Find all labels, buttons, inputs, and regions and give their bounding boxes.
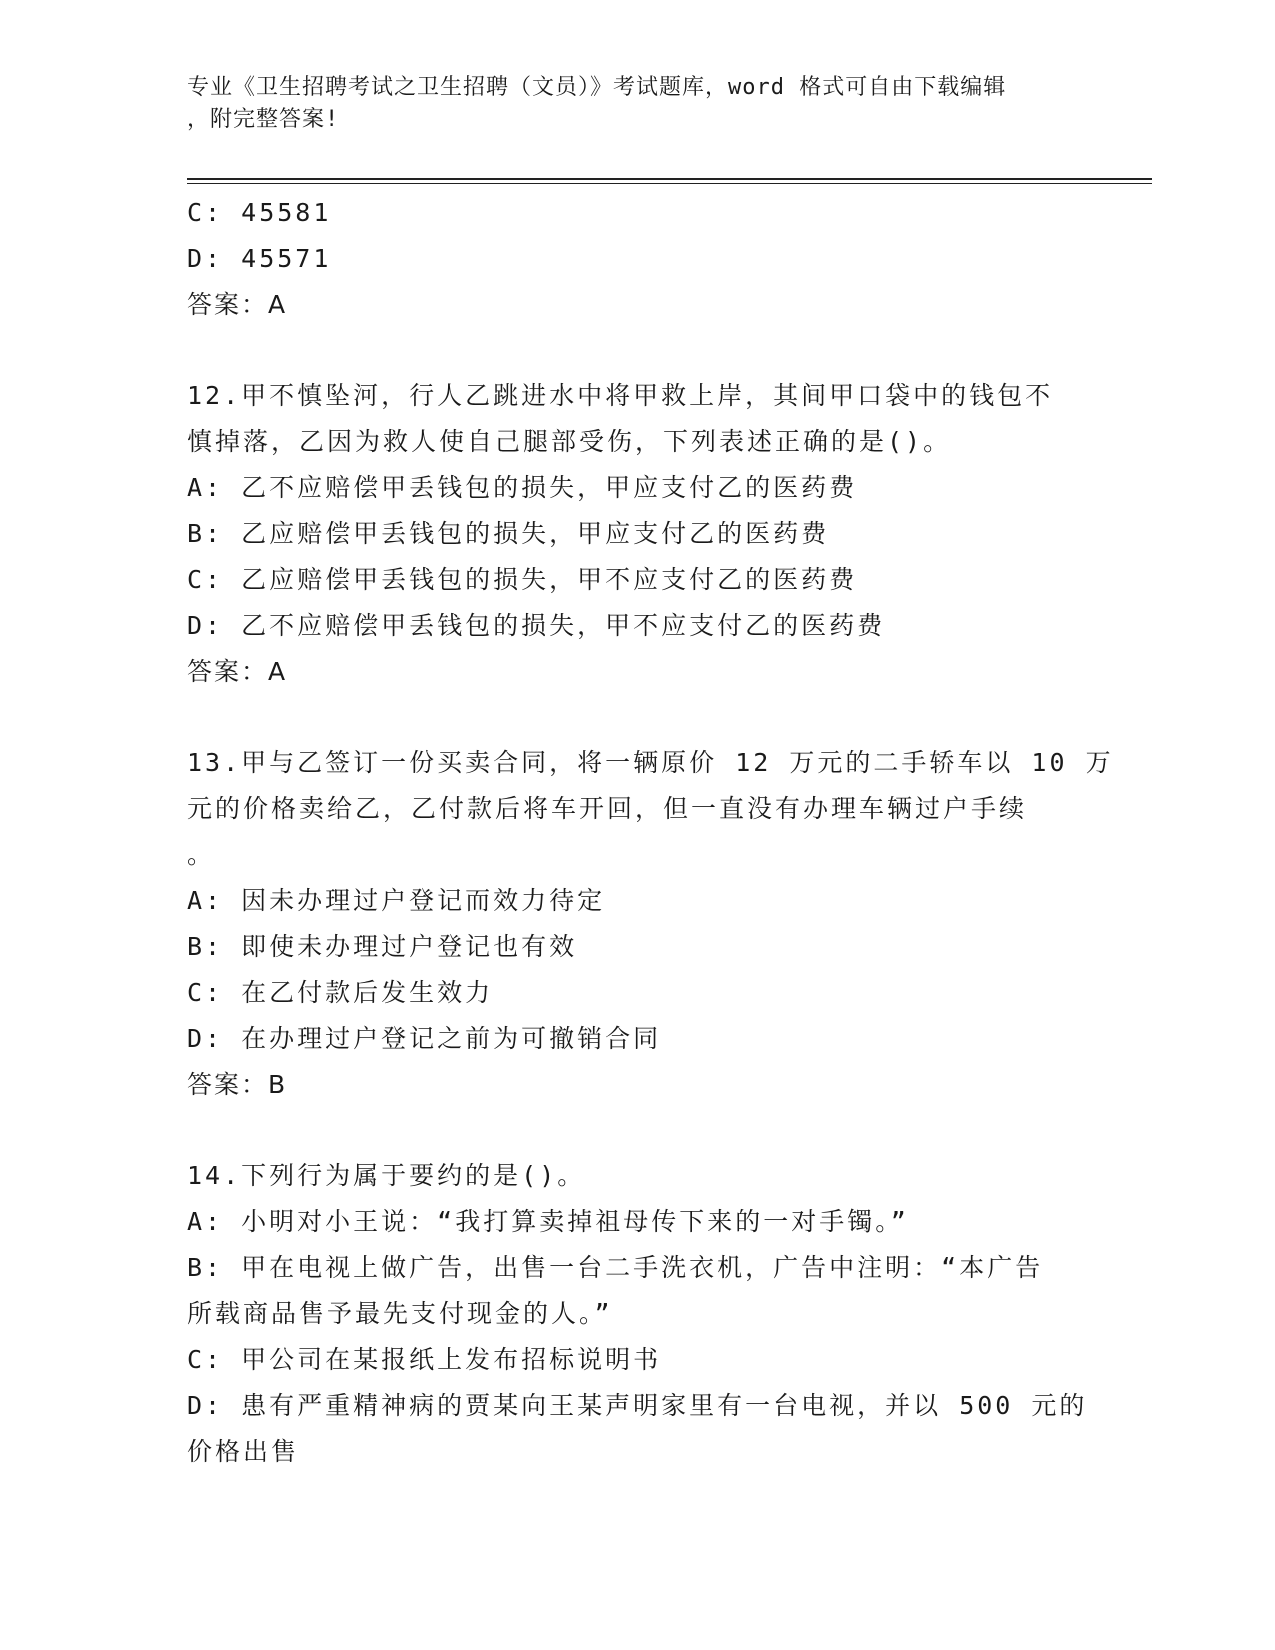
option-b: B: 即使未办理过户登记也有效 — [187, 932, 578, 961]
question-11-tail — [187, 190, 1067, 328]
question-12 — [187, 373, 1067, 695]
question-stem-line: 12.甲不慎坠河，行人乙跳进水中将甲救上岸，其间甲口袋中的钱包不 — [187, 381, 1054, 410]
option-d: D: 患有严重精神病的贾某向王某声明家里有一台电视，并以 500 元的 — [187, 1391, 1088, 1420]
option-c: C: 甲公司在某报纸上发布招标说明书 — [187, 1345, 662, 1374]
answer-line: 答案：A — [187, 290, 288, 319]
question-stem-line: 。 — [187, 840, 216, 869]
option-a: A: 乙不应赔偿甲丢钱包的损失，甲应支付乙的医药费 — [187, 473, 858, 502]
answer-line: 答案：A — [187, 657, 288, 686]
header-divider-thin — [187, 183, 1152, 184]
question-stem-line: 元的价格卖给乙，乙付款后将车开回，但一直没有办理车辆过户手续 — [187, 794, 1028, 823]
header-divider-thick — [187, 178, 1152, 180]
option-b: B: 乙应赔偿甲丢钱包的损失，甲应支付乙的医药费 — [187, 519, 830, 548]
option-a: A: 因未办理过户登记而效力待定 — [187, 886, 606, 915]
header-line-1: 专业《卫生招聘考试之卫生招聘（文员）》考试题库，word 格式可自由下载编辑 — [187, 75, 1007, 100]
option-d-continued: 价格出售 — [187, 1437, 300, 1466]
option-b-continued: 所载商品售予最先支付现金的人。” — [187, 1299, 613, 1328]
answer-line: 答案：B — [187, 1070, 288, 1099]
option-a: A: 小明对小王说：“我打算卖掉祖母传下来的一对手镯。” — [187, 1207, 909, 1236]
header-line-2: ，附完整答案! — [187, 107, 340, 132]
question-13 — [187, 740, 1114, 1108]
option-d: D: 在办理过户登记之前为可撤销合同 — [187, 1024, 662, 1053]
option-c: C: 45581 — [187, 198, 332, 227]
option-d: D: 45571 — [187, 244, 332, 273]
option-c: C: 在乙付款后发生效力 — [187, 978, 494, 1007]
question-stem-line: 13.甲与乙签订一份买卖合同，将一辆原价 12 万元的二手轿车以 10 万 — [187, 748, 1114, 777]
question-stem-line: 14.下列行为属于要约的是()。 — [187, 1161, 586, 1190]
document-header — [187, 72, 1067, 136]
option-b: B: 甲在电视上做广告，出售一台二手洗衣机，广告中注明：“本广告 — [187, 1253, 1044, 1282]
question-stem-line: 慎掉落，乙因为救人使自己腿部受伤，下列表述正确的是()。 — [187, 427, 952, 456]
option-d: D: 乙不应赔偿甲丢钱包的损失，甲不应支付乙的医药费 — [187, 611, 886, 640]
question-list — [187, 190, 1114, 1475]
option-c: C: 乙应赔偿甲丢钱包的损失，甲不应支付乙的医药费 — [187, 565, 858, 594]
question-14 — [187, 1153, 1088, 1475]
